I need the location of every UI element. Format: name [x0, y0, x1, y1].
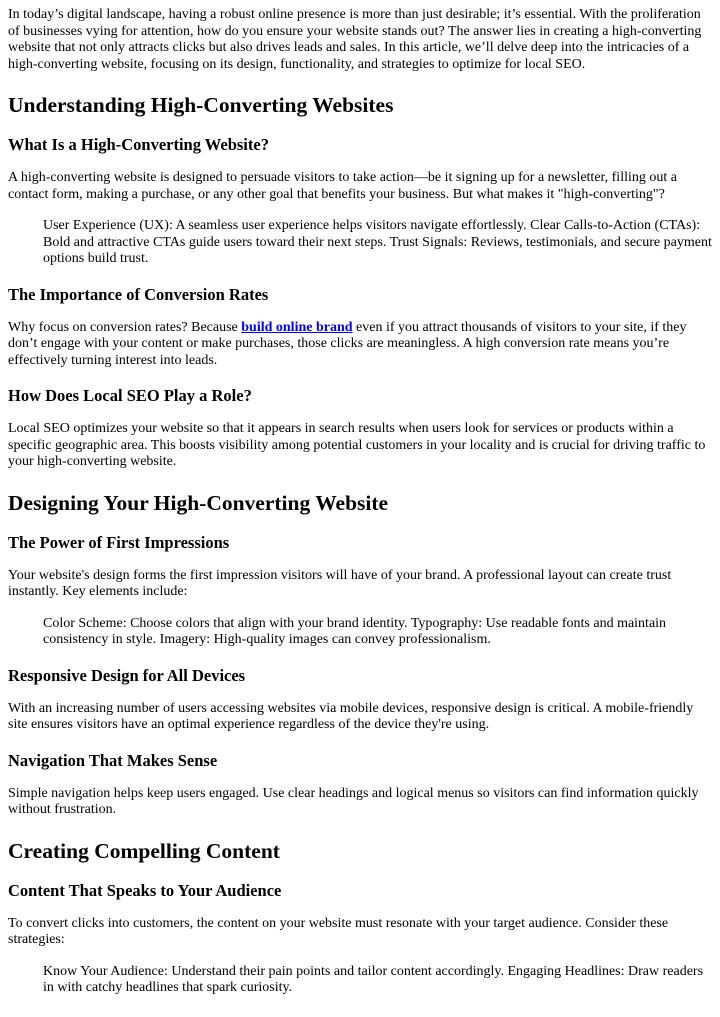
section-heading-content: Creating Compelling Content [8, 838, 280, 863]
subheading-what-is: What Is a High-Converting Website? [8, 135, 269, 154]
subheading-importance: The Importance of Conversion Rates [8, 284, 269, 304]
intro-paragraph: In today’s digital landscape, having a robust online presence is more than just desirable; it’s essential. With the proliferation of businesses vying for attention, how do you ensure your website stands out? The answer lies in creating a high-converting website that not only attracts clicks but also drives leads and sales. In this article, we’ll delve deep into the intricacies of a high-converting website, focusing on its design, functionality, and strategies to optimize for local SEO. [8, 7, 702, 72]
section-heading-understanding: Understanding High-Converting Websites [8, 93, 394, 117]
paragraph-responsive: With an increasing number of users accessing websites via mobile devices, responsive design is critical. A mobile-friendly site ensures visitors have an optimal experience regardless of the device they're using. [8, 700, 694, 732]
paragraph-what-is: A high-converting website is designed to persuade visitors to take action—be it signing up for a newsletter, filling out a contact form, making a purchase, or any other goal that benefits your business. But what makes it "high-converting"? [8, 170, 677, 202]
paragraph-first-impressions: Your website's design forms the first impression visitors will have of your brand. A professional layout can create trust instantly. Key elements include: [8, 567, 672, 599]
section-heading-designing: Designing Your High-Converting Website [8, 490, 389, 515]
subheading-local-seo: How Does Local SEO Play a Role? [8, 386, 252, 405]
subheading-audience: Content That Speaks to Your Audience [8, 880, 282, 900]
paragraph-local-seo: Local SEO optimizes your website so that it appears in search results when users look for services or products within a specific geographic area. This boosts visibility among potential customers in your locality and is crucial for driving traffic to your high-converting website. [8, 421, 706, 469]
blockquote-strategies: Know Your Audience: Understand their pain points and tailor content accordingly. Engaging Headlines: Draw readers in with catchy headlines that spark curiosity. [43, 963, 704, 995]
paragraph-importance-rest: even if you attract thousands of visitors to your site, if they don’t engage with your content or make purchases, those clicks are meaningless. A high conversion rate means you’re effectively turning interest into leads. [8, 319, 687, 368]
subheading-responsive: Responsive Design for All Devices [8, 665, 246, 685]
build-online-brand-link[interactable]: build online brand [241, 319, 353, 335]
subheading-navigation: Navigation That Makes Sense [8, 750, 218, 770]
subheading-first-impressions: The Power of First Impressions [8, 532, 230, 552]
paragraph-importance [8, 320, 712, 370]
paragraph-navigation: Simple navigation helps keep users engaged. Use clear headings and logical menus so visitors can find information quickly without frustration. [8, 785, 699, 817]
paragraph-importance-lead: Why focus on conversion rates? Because [8, 319, 242, 335]
paragraph-audience: To convert clicks into customers, the content on your website must resonate with your target audience. Consider these strategies: [8, 915, 669, 947]
blockquote-ux: User Experience (UX): A seamless user experience helps visitors navigate effortlessly. Clear Calls-to-Action (CTAs): Bold and attractive CTAs guide users toward their next steps. Trust Signals: Reviews, testimonials, and secure payment options build trust. [43, 218, 712, 266]
blockquote-design-elements: Color Scheme: Choose colors that align with your brand identity. Typography: Use readable fonts and maintain consistency in style. Imagery: High-quality images can convey professionalism. [43, 615, 667, 647]
